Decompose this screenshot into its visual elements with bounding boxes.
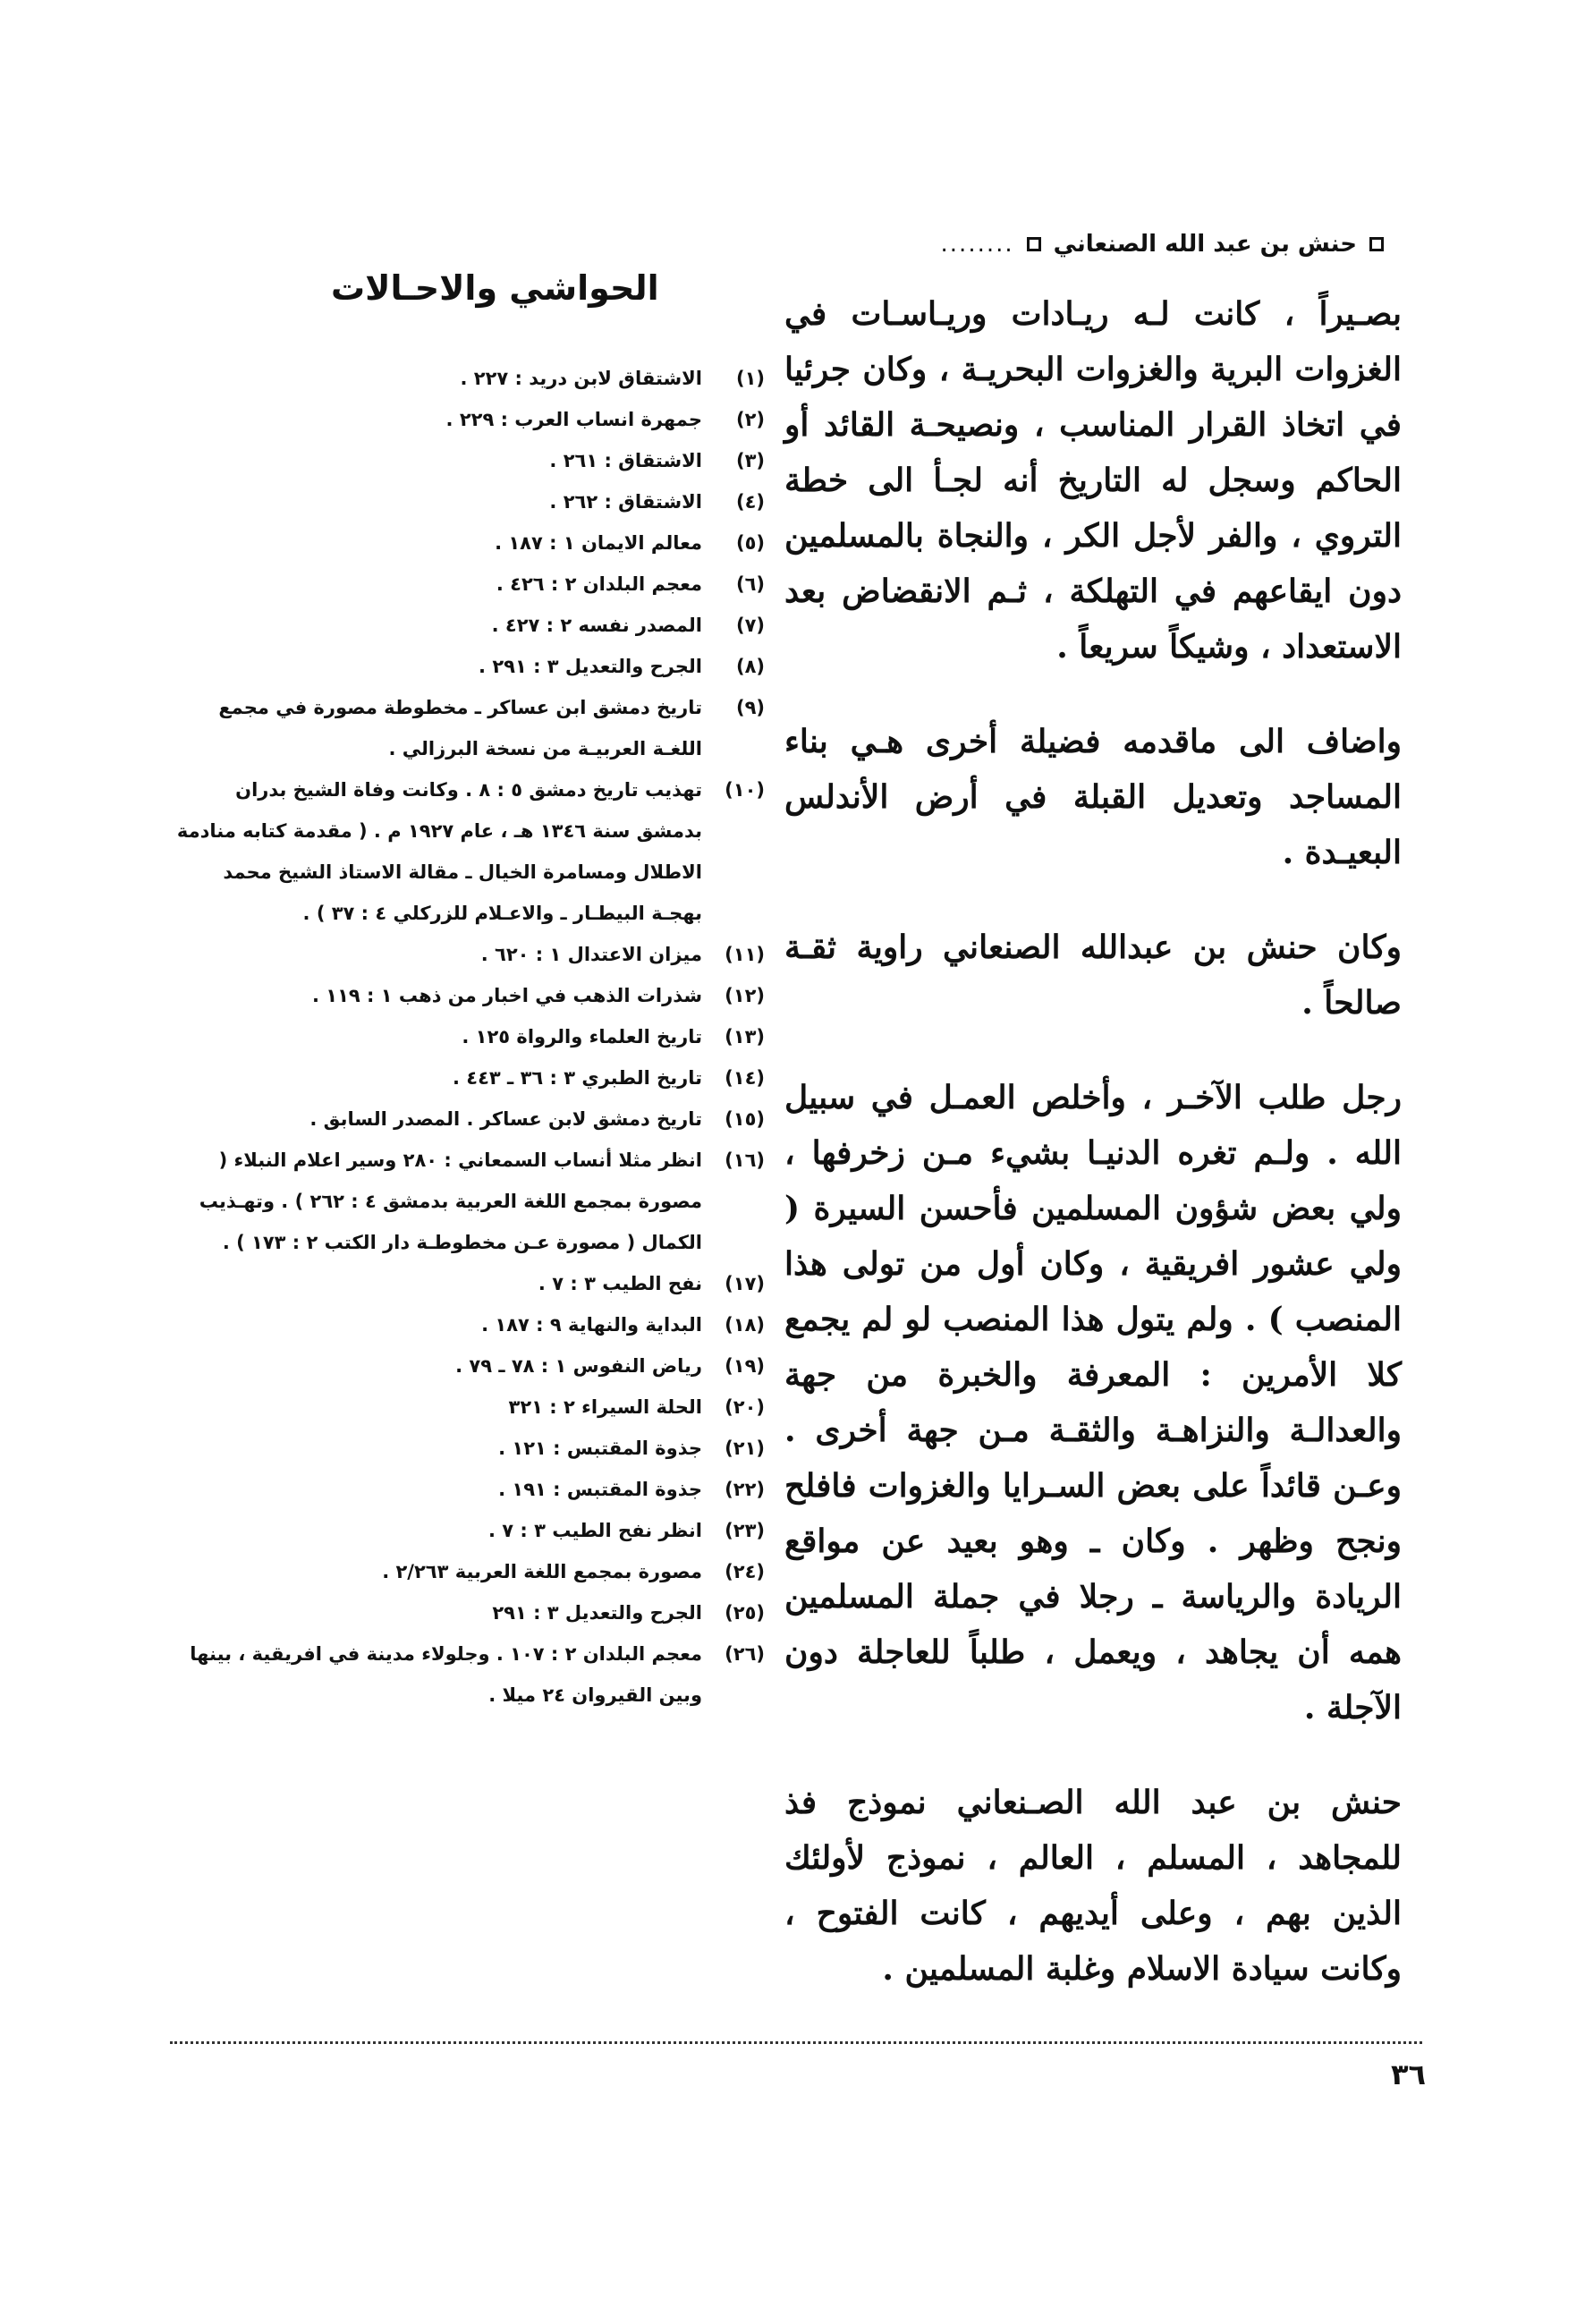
note-item	[170, 1633, 765, 1716]
main-paragraph: رجل طلب الآخـر ، وأخلص العمـل في سبيل الله . ولـم تغره الدنيـا بشيء مـن زخرفها ، ولي بعض شؤون المسلمين فأحسن السيرة ( ولي عشور افريقية ، وكان أول من تولى هذا المنصب ) . ولم يتول هذا المنصب لو لم يجمع كلا الأمرين : المعرفة والخبرة من جهة والعدالـة والنزاهـة والثقـة مـن جهة أخرى . وعـن قائداً على بعض السـرايا والغزوات فافلح ونجح وظهر . وكان ـ وهو بعيد عن مواقع الريادة والرياسة ـ رجلا في جملة المسلمين همه أن يجاهد ، ويعمل ، طلباً للعاجلة دون الآجلة .	[784, 1079, 1402, 1726]
main-paragraph: بصـيراً ، كانت لـه ريـادات وريـاسـات في الغزوات البرية والغزوات البحريـة ، وكان جرئيا في اتخاذ القرار المناسب ، ونصيحـة القائد أو الحاكم وسجل له التاريخ أنه لجـأ الى خطة التروي ، والفر لأجل الكر ، والنجاة بالمسلمين دون ايقاعهم في التهلكة ، ثـم الانقضاض بعد الاستعداد ، وشيكاً سريعاً .	[784, 295, 1402, 666]
note-number: (٦)	[735, 573, 765, 595]
note-item	[170, 1428, 765, 1469]
note-number: (١٨)	[725, 1314, 765, 1336]
note-text: جذوة المقتبس : ١٢١ .	[498, 1438, 702, 1459]
note-number: (١٧)	[725, 1273, 765, 1294]
note-text: تاريخ العلماء والرواة ١٢٥ .	[462, 1026, 702, 1047]
note-item	[170, 1387, 765, 1428]
note-text: انظر مثلا أنساب السمعاني : ٢٨٠ وسير اعلام النبلاء ( مصورة بمجمع اللغة العربية بدمشق ٤ : ٢٦٢ ) . وتهـذيب الكمال ( مصورة عـن مخطوطـة دار الكتب ٢ : ١٧٣ ) .	[199, 1149, 702, 1253]
note-number: (١١)	[725, 944, 765, 965]
note-number: (١٦)	[725, 1149, 765, 1171]
note-number: (٢٠)	[725, 1396, 765, 1418]
note-item	[170, 1263, 765, 1304]
note-text: تاريخ دمشق لابن عساكر . المصدر السابق .	[309, 1108, 702, 1130]
note-text: تاريخ الطبري ٣ : ٣٦ ـ ٤٤٣ .	[453, 1067, 702, 1089]
note-text: انظر نفح الطيب ٣ : ٧ .	[488, 1520, 702, 1541]
note-item	[170, 1510, 765, 1551]
note-item	[170, 1469, 765, 1510]
note-item	[170, 1016, 765, 1057]
note-text: معجم البلدان ٢ : ٤٢٦ .	[496, 573, 702, 595]
note-item	[170, 1057, 765, 1098]
note-item	[170, 1098, 765, 1140]
note-item	[170, 358, 765, 399]
note-text: معجم البلدان ٢ : ١٠٧ . وجلولاء مدينة في افريقية ، بينها وبين القيروان ٢٤ ميلا .	[190, 1643, 702, 1706]
note-number: (١)	[735, 368, 765, 389]
note-number: (٢١)	[725, 1438, 765, 1459]
note-item	[170, 934, 765, 975]
note-text: مصورة بمجمع اللغة العربية ٢/٢٦٣ .	[382, 1561, 702, 1582]
note-text: معالم الايمان ١ : ١٨٧ .	[495, 532, 702, 554]
note-text: المصدر نفسه ٢ : ٤٢٧ .	[491, 615, 702, 636]
note-number: (١٢)	[725, 985, 765, 1006]
note-number: (٢٢)	[725, 1479, 765, 1500]
note-number: (١٠)	[725, 779, 765, 801]
note-item	[170, 769, 765, 934]
main-paragraph: حنش بن عبد الله الصـنعاني نموذج فذ للمجاهد ، المسلم ، العالم ، نموذج لأولئك الذين بهم ، وعلى أيديهم ، كانت الفتوح ، وكانت سيادة الاسلام وغلبة المسلمين .	[784, 1784, 1402, 1988]
note-text: رياض النفوس ١ : ٧٨ ـ ٧٩ .	[455, 1355, 702, 1377]
page-number: ٣٦	[1390, 2057, 1426, 2091]
note-number: (٥)	[735, 532, 765, 554]
note-number: (١٥)	[725, 1108, 765, 1130]
note-text: الاشتقاق لابن دريد : ٢٢٧ .	[460, 368, 702, 389]
note-text: الاشتقاق : ٢٦٢ .	[549, 491, 702, 513]
note-item	[170, 522, 765, 564]
note-number: (٢)	[735, 409, 765, 430]
note-text: الجرح والتعديل ٣ : ٢٩١ .	[479, 656, 702, 677]
main-text-column	[784, 286, 1402, 2036]
note-number: (١٤)	[725, 1067, 765, 1089]
note-item	[170, 605, 765, 646]
footer-dotted-rule	[170, 2041, 1422, 2044]
running-header	[941, 231, 1384, 258]
note-item	[170, 1592, 765, 1633]
note-number: (٢٥)	[725, 1602, 765, 1624]
note-text: ميزان الاعتدال ١ : ٦٢٠ .	[480, 944, 702, 965]
note-item	[170, 1304, 765, 1345]
note-item	[170, 1551, 765, 1592]
note-number: (٢٦)	[725, 1643, 765, 1665]
running-header-title: حنش بن عبد الله الصنعاني	[1053, 231, 1357, 258]
note-number: (٣)	[735, 450, 765, 471]
main-paragraph: واضاف الى ماقدمه فضيلة أخرى هـي بناء المساجد وتعديل القبلة في أرض الأندلس البعيـدة .	[784, 723, 1402, 871]
note-item	[170, 564, 765, 605]
note-item	[170, 399, 765, 440]
note-text: جذوة المقتبس : ١٩١ .	[498, 1479, 702, 1500]
note-text: البداية والنهاية ٩ : ١٨٧ .	[481, 1314, 702, 1336]
notes-title: الحواشي والاحـالات	[331, 268, 659, 308]
note-text: الاشتقاق : ٢٦١ .	[549, 450, 702, 471]
note-number: (٨)	[735, 656, 765, 677]
note-number: (٢٣)	[725, 1520, 765, 1541]
note-text: نفح الطيب ٣ : ٧ .	[538, 1273, 702, 1294]
note-text: الجرح والتعديل ٣ : ٢٩١	[492, 1602, 702, 1624]
note-item	[170, 481, 765, 522]
header-dots: ........	[940, 231, 1014, 258]
note-number: (٧)	[735, 615, 765, 636]
note-number: (٢٤)	[725, 1561, 765, 1582]
note-text: تهذيب تاريخ دمشق ٥ : ٨ . وكانت وفاة الشيخ بدران بدمشق سنة ١٣٤٦ هـ ، عام ١٩٢٧ م . ( مقدمة كتابه منادمة الاطلال ومسامرة الخيال ـ مقالة الاستاذ الشيخ محمد بهجـة البيطـار ـ والاعـلام للزركلي ٤ : ٣٧ ) .	[176, 779, 702, 924]
square-bullet-icon	[1027, 237, 1041, 251]
note-number: (٤)	[735, 491, 765, 513]
note-item	[170, 440, 765, 481]
main-paragraph: وكان حنش بن عبدالله الصنعاني راوية ثقـة صالحاً .	[784, 929, 1402, 1022]
note-item	[170, 646, 765, 687]
note-item	[170, 1140, 765, 1263]
note-item	[170, 1345, 765, 1387]
note-text: تاريخ دمشق ابن عساكر ـ مخطوطة مصورة في مجمع اللغـة العربيـة من نسخة البرزالي .	[218, 697, 702, 759]
square-bullet-icon	[1369, 237, 1384, 251]
note-item	[170, 687, 765, 769]
note-text: شذرات الذهب في اخبار من ذهب ١ : ١١٩ .	[312, 985, 702, 1006]
note-item	[170, 975, 765, 1016]
note-text: جمهرة انساب العرب : ٢٢٩ .	[445, 409, 702, 430]
note-text: الحلة السيراء ٢ : ٣٢١	[508, 1396, 702, 1418]
note-number: (١٩)	[725, 1355, 765, 1377]
note-number: (١٣)	[725, 1026, 765, 1047]
notes-list	[170, 358, 765, 1716]
note-number: (٩)	[735, 697, 765, 718]
